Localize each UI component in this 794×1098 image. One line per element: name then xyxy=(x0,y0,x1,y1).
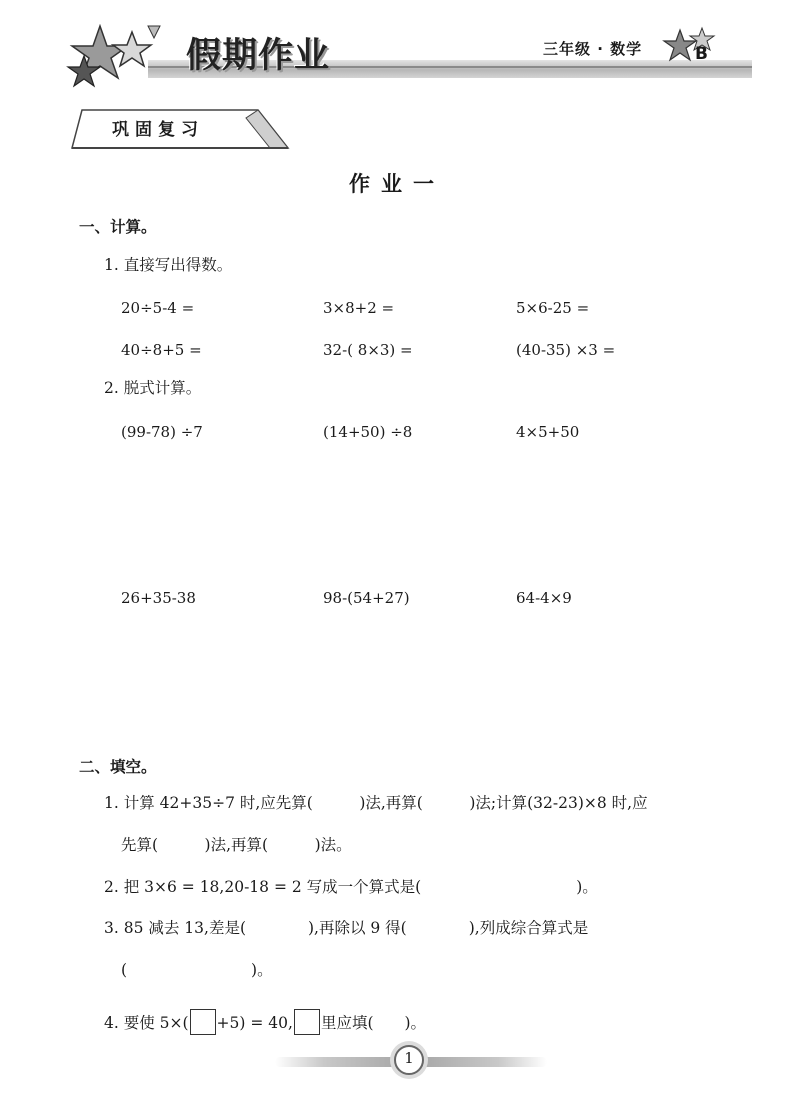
expr-2-3: (40-35) ×3 = xyxy=(516,341,616,359)
section2-q3-line1: 3. 85 减去 13,差是( ),再除以 9 得( ),列成综合算式是 xyxy=(104,919,589,937)
section1-q1-label: 1. 直接写出得数。 xyxy=(104,256,233,274)
stars-right-icon xyxy=(662,26,718,72)
calc-1-2: (14+50) ÷8 xyxy=(323,423,413,441)
header-title: 假期作业 xyxy=(186,36,331,76)
homework-title: 作业一 xyxy=(349,172,445,196)
section2-heading: 二、填空。 xyxy=(79,758,157,776)
calc-2-1: 26+35-38 xyxy=(121,589,196,607)
expr-2-1: 40÷8+5 = xyxy=(121,341,202,359)
section2-q4-part2: +5) = 40, xyxy=(216,1014,293,1032)
section2-q4-part3: 里应填( )。 xyxy=(320,1014,427,1032)
section2-q1-line2: 先算( )法,再算( )法。 xyxy=(121,836,352,854)
section1-q2-label: 2. 脱式计算。 xyxy=(104,379,202,397)
edition-badge: B xyxy=(695,44,708,64)
page-number: 1 xyxy=(404,1049,414,1067)
section-banner-text: 巩固复习 xyxy=(112,120,204,140)
calc-1-1: (99-78) ÷7 xyxy=(121,423,203,441)
expr-1-2: 3×8+2 = xyxy=(323,299,395,317)
section1-heading: 一、计算。 xyxy=(79,218,157,236)
stars-left-icon xyxy=(62,24,162,94)
expr-2-2: 32-( 8×3) = xyxy=(323,341,413,359)
grade-subject-label: 三年级 · 数学 xyxy=(540,38,645,59)
section2-q4 xyxy=(104,1009,426,1035)
calc-2-3: 64-4×9 xyxy=(516,589,572,607)
answer-box-2 xyxy=(294,1009,320,1035)
answer-box-1 xyxy=(190,1009,216,1035)
section2-q4-part1: 4. 要使 5×( xyxy=(104,1014,189,1032)
expr-1-1: 20÷5-4 = xyxy=(121,299,195,317)
calc-1-3: 4×5+50 xyxy=(516,423,580,441)
expr-1-3: 5×6-25 = xyxy=(516,299,590,317)
section2-q1-line1: 1. 计算 42+35÷7 时,应先算( )法,再算( )法;计算(32-23)×8 时,应 xyxy=(104,794,648,812)
calc-2-2: 98-(54+27) xyxy=(323,589,410,607)
section2-q2: 2. 把 3×6 = 18,20-18 = 2 写成一个算式是( )。 xyxy=(104,878,598,896)
section2-q3-line2: ( )。 xyxy=(121,961,273,979)
